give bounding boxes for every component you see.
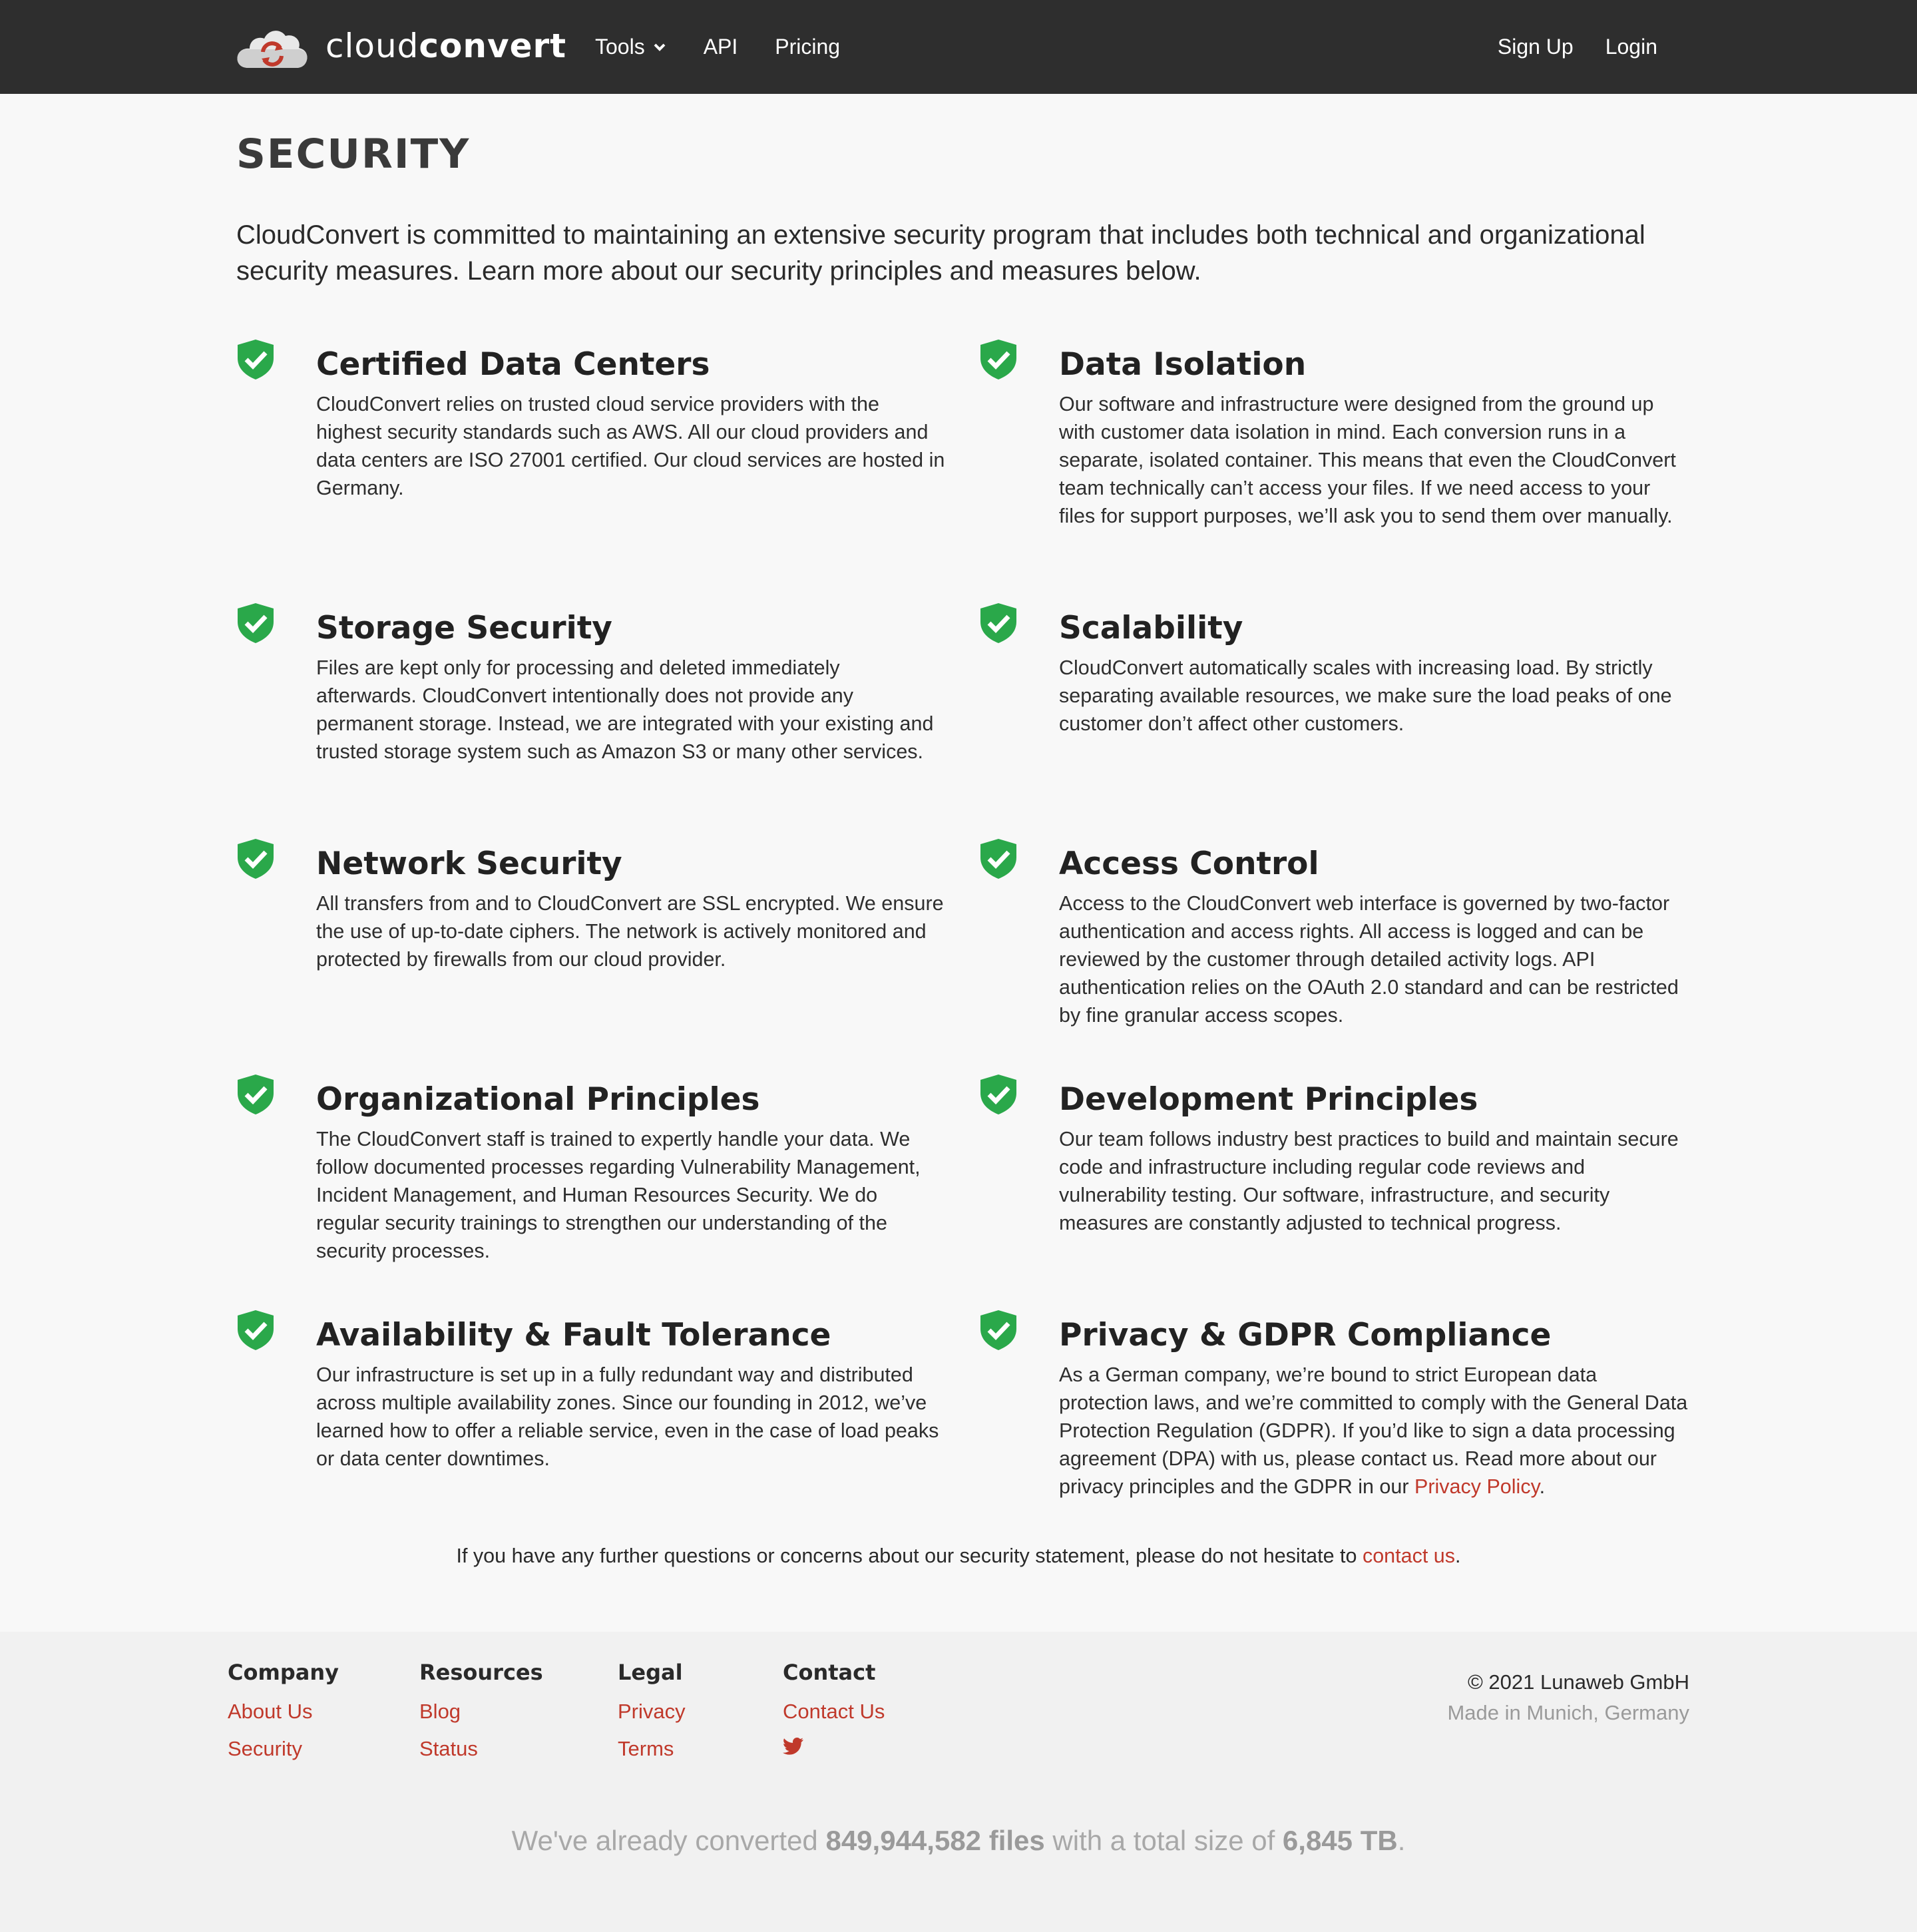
cloud-refresh-logo [236,23,308,69]
nav-tools-label: Tools [595,35,645,59]
feature-text: Access to the CloudConvert web interface is governed by two-factor authentication and access rights. All access is logged and can be reviewed by the customer through detailed activity logs. API authentication relies on the OAuth 2.0 standard and can be restricted by fine granular access scopes. [1059,892,1679,1027]
feature-text: CloudConvert automatically scales with increasing load. By strictly separating available resources, we make sure the load peaks of one customer don’t affect other customers. [1059,656,1672,735]
footer-contact [783,1660,885,1774]
feature-title: Organizational Principles [316,1081,760,1118]
main-nav [595,0,877,94]
feature-title: Certified Data Centers [316,346,710,383]
footer-resources [419,1660,543,1774]
footer-contact-us-link[interactable]: Contact Us [783,1700,885,1723]
question-end: . [1454,1545,1461,1567]
shield-check-icon [979,1309,1018,1351]
nav-tools[interactable] [595,35,666,59]
footer [0,1632,1917,1932]
shield-check-icon [236,602,275,644]
contact-us-link[interactable]: contact us [1362,1545,1455,1567]
feature-title: Data Isolation [1059,346,1307,383]
page-intro: CloudConvert is committed to maintaining an extensive security program that includes both technical and organizational security measures. Learn more about our security principles and measures below. [236,220,1645,286]
feature-title: Scalability [1059,610,1243,646]
footer-terms-link[interactable]: Terms [618,1737,674,1760]
shield-check-icon [236,1309,275,1351]
chevron-down-icon [653,43,666,52]
question-text: If you have any further questions or concerns about our security statement, please do not hesitate to [456,1545,1363,1567]
feature-title: Access Control [1059,845,1319,882]
footer-blog-link[interactable]: Blog [419,1700,461,1723]
feature-title: Storage Security [316,610,612,646]
nav-pricing[interactable]: Pricing [775,35,841,59]
brand-name-bold: convert [419,27,567,65]
shield-check-icon [979,1073,1018,1116]
feature-title: Privacy & GDPR Compliance [1059,1317,1552,1353]
feature-text: Our infrastructure is set up in a fully redundant way and distributed across multiple availability zones. Since our founding in 2012, we’ve learned how to offer a reliable service, even in the case of load peaks or data center downtimes. [316,1363,939,1470]
copyright-block [1447,1670,1689,1725]
stats-middle: with a total size of [1044,1825,1283,1856]
feature-title: Network Security [316,845,622,882]
copyright-text: © 2021 Lunaweb GmbH [1467,1670,1689,1694]
stats-suffix: . [1397,1825,1406,1856]
feature-text: CloudConvert relies on trusted cloud service providers with the highest security standards such as AWS. All our cloud providers and data centers are ISO 27001 certified. Our cloud services are hosted in Germany. [316,393,945,499]
feature-text-end: . [1539,1475,1546,1498]
brand-name [325,27,566,65]
footer-contact-heading: Contact [783,1660,876,1685]
signup-link[interactable]: Sign Up [1497,35,1574,59]
feature-text: The CloudConvert staff is trained to expertly handle your data. We follow documented processes regarding Vulnerability Management, Incident Management, and Human Resources Security. We do regular security trainings to strengthen our understanding of the security processes. [316,1128,921,1262]
shield-check-icon [236,838,275,880]
footer-status-link[interactable]: Status [419,1737,478,1760]
shield-check-icon [236,338,275,381]
footer-about-us-link[interactable]: About Us [228,1700,313,1723]
footer-company-heading: Company [228,1660,339,1685]
twitter-icon [783,1737,804,1756]
feature-text: Our software and infrastructure were designed from the ground up with customer data isolation in mind. Each conversion runs in a separate, isolated container. This means that even the CloudConvert team technically can’t access your files. If we need access to your files for support purposes, we’ll ask you to send them over manually. [1059,393,1676,527]
nav-api[interactable]: API [703,35,738,59]
footer-privacy-link[interactable]: Privacy [618,1700,686,1723]
footer-company [228,1660,339,1774]
feature-text [1059,1361,1688,1501]
contact-question [0,1545,1917,1568]
privacy-policy-link[interactable]: Privacy Policy [1414,1475,1540,1498]
login-link[interactable]: Login [1605,35,1657,59]
twitter-link[interactable] [783,1737,885,1761]
stats-prefix: We've already converted [511,1825,826,1856]
location-text: Made in Munich, Germany [1447,1701,1689,1724]
footer-resources-heading: Resources [419,1660,543,1685]
shield-check-icon [979,602,1018,644]
feature-title: Availability & Fault Tolerance [316,1317,831,1353]
shield-check-icon [236,1073,275,1116]
page-title: SECURITY [236,130,471,178]
footer-security-link[interactable]: Security [228,1737,302,1760]
footer-legal [618,1660,686,1774]
account-nav [1466,0,1657,94]
conversion-stats [0,1825,1917,1857]
top-navbar [0,0,1917,94]
footer-legal-heading: Legal [618,1660,683,1685]
brand-name-light: cloud [325,27,419,65]
feature-text: Files are kept only for processing and deleted immediately afterwards. CloudConvert intentionally does not provide any permanent storage. Instead, we are integrated with your existing and trusted storage system such as Amazon S3 or many other services. [316,656,934,763]
feature-text: Our team follows industry best practices to build and maintain secure code and infrastructure including regular code reviews and vulnerability testing. Our software, infrastructure, and security measures are constantly adjusted to technical progress. [1059,1128,1679,1234]
feature-title: Development Principles [1059,1081,1478,1118]
feature-text-body: As a German company, we’re bound to strict European data protection laws, and we’re committed to comply with the General Data Protection Regulation (GDPR). If you’d like to sign a data processing agreement (DPA) with us, please contact us. Read more about our privacy principles and the GDPR in our [1059,1363,1688,1498]
brand-logo[interactable] [236,23,566,69]
shield-check-icon [979,838,1018,880]
feature-text: All transfers from and to CloudConvert are SSL encrypted. We ensure the use of up-to-date ciphers. The network is actively monitored and protected by firewalls from our cloud provider. [316,892,944,971]
stats-files: 849,944,582 files [825,1825,1045,1856]
shield-check-icon [979,338,1018,381]
stats-size: 6,845 TB [1282,1825,1398,1856]
